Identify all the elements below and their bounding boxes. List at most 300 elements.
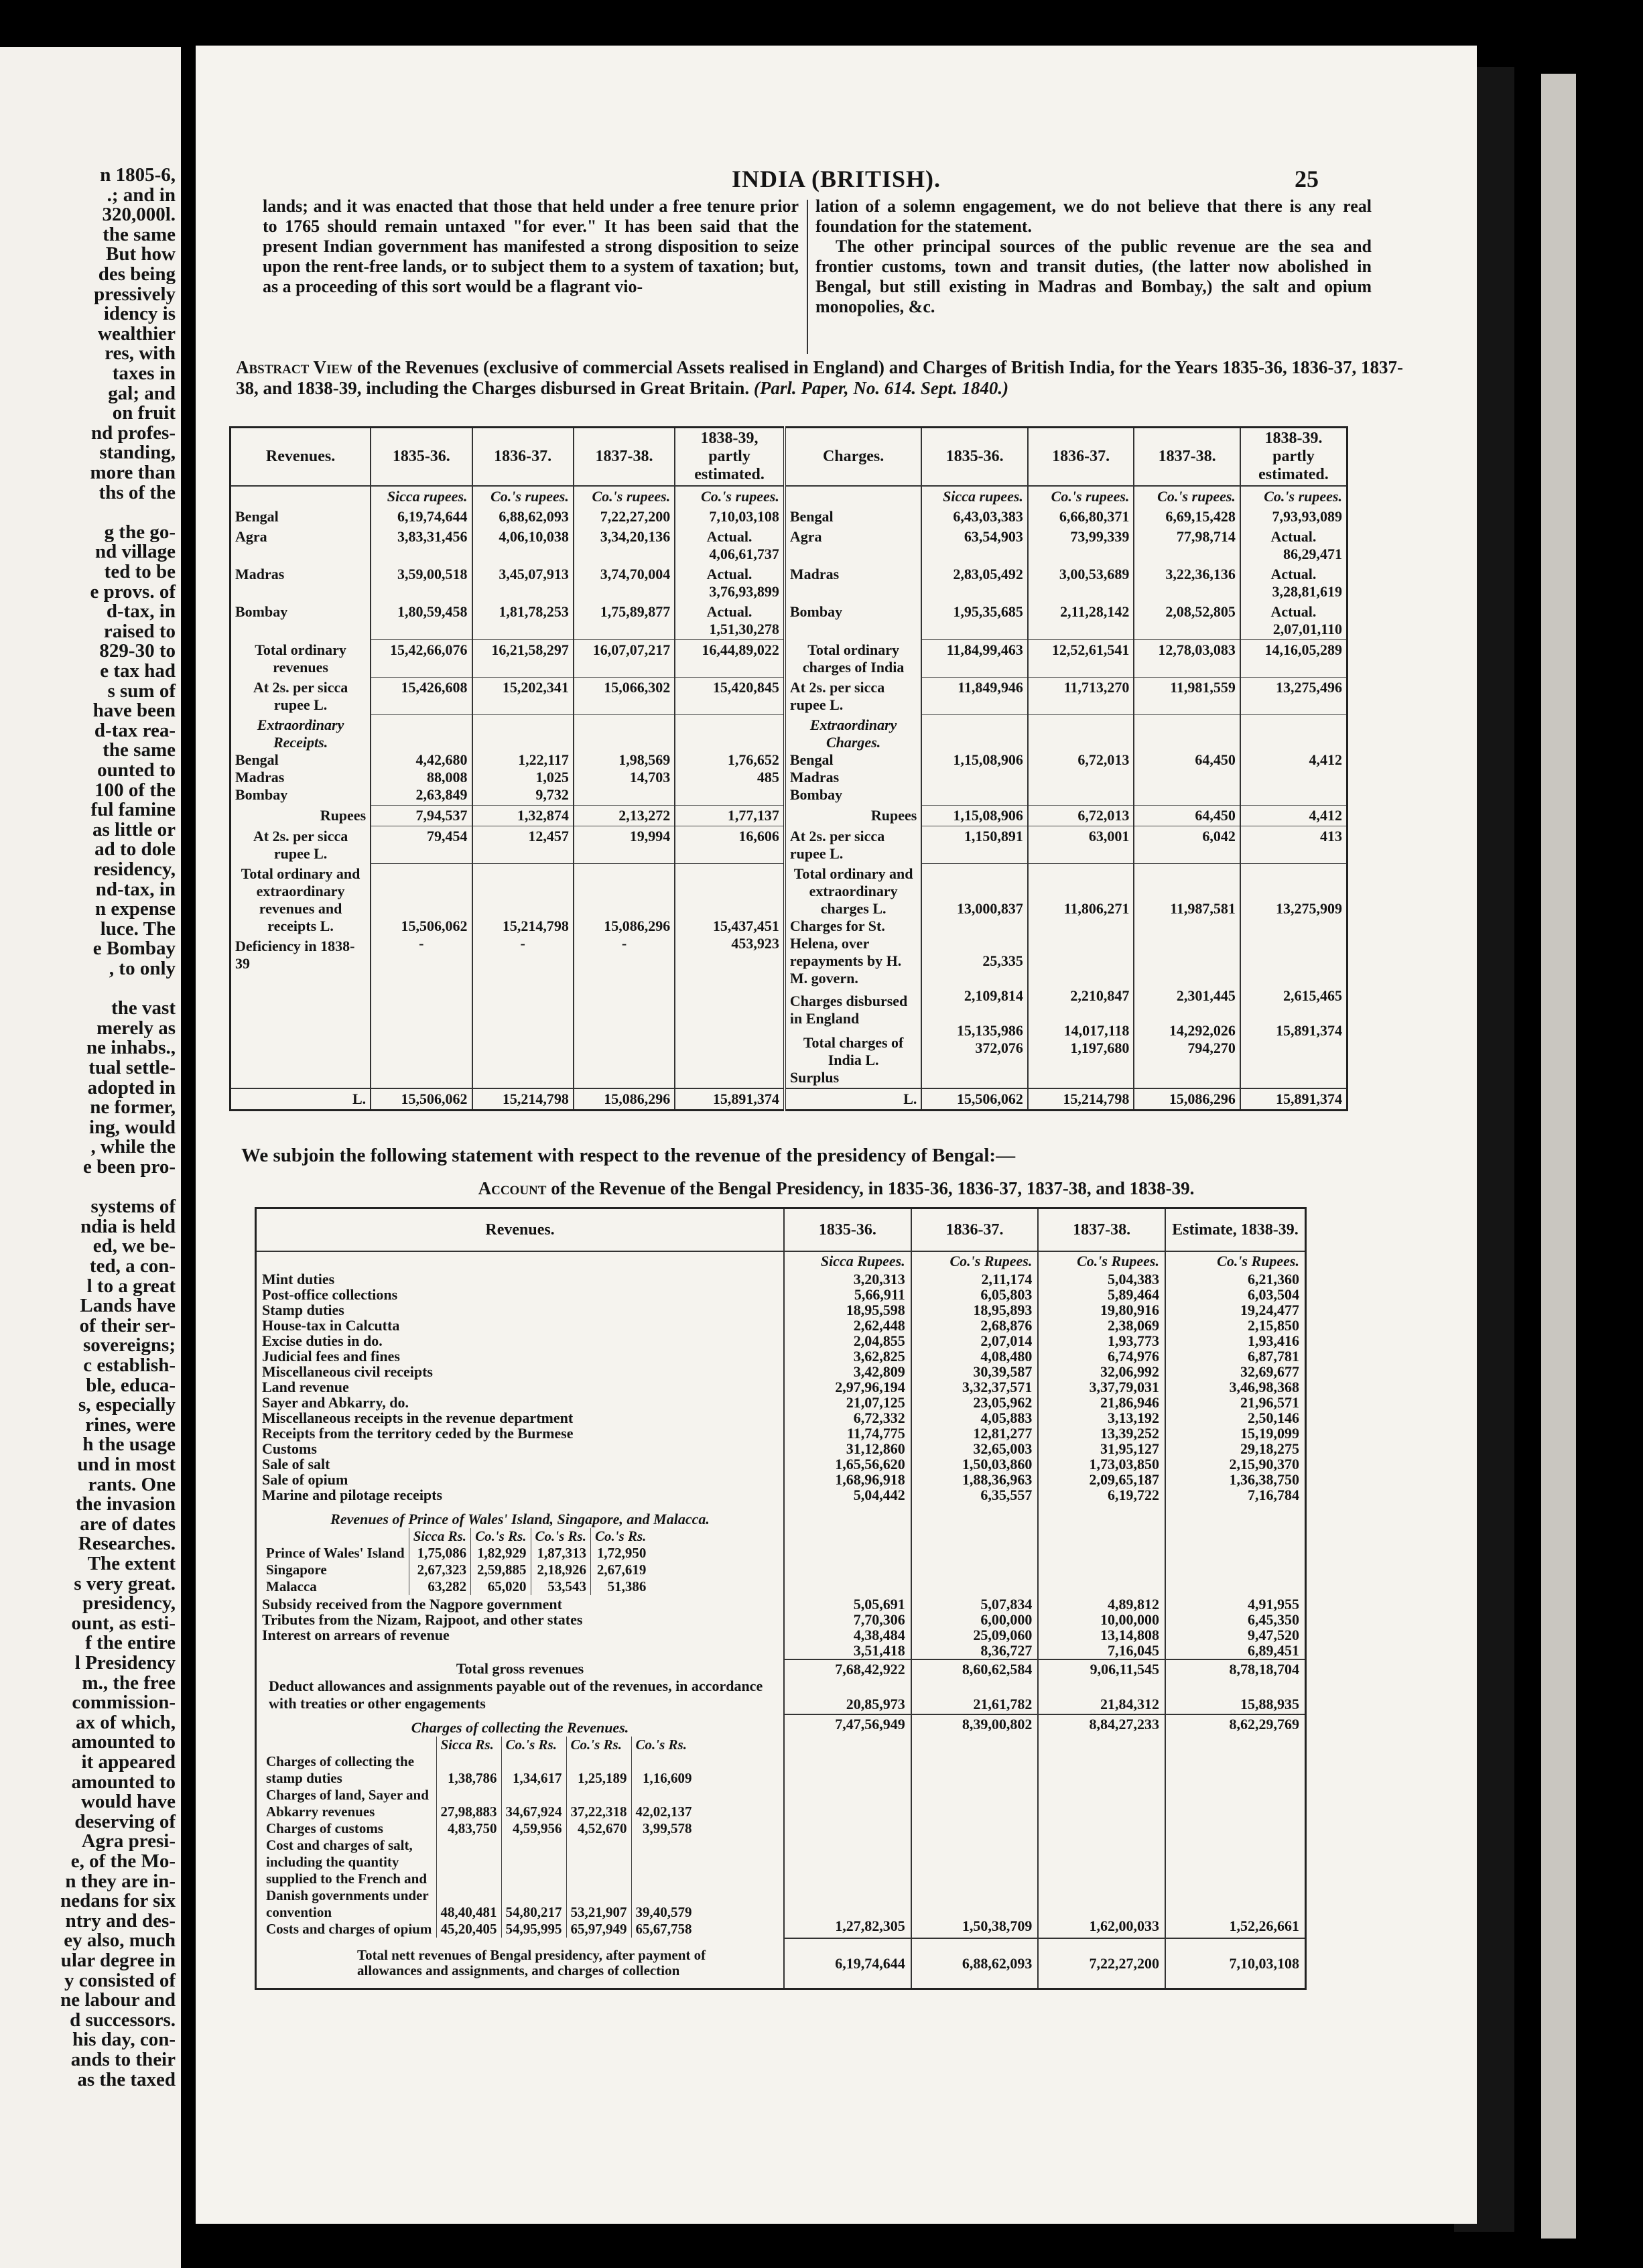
margin-line: d-tax, in (106, 601, 176, 623)
value: 6,05,803 (980, 1286, 1033, 1303)
unit-cell: Co.'s rupees. (1134, 486, 1240, 507)
value: 4,38,484 (853, 1627, 905, 1643)
margin-line: ntry and des- (65, 1909, 176, 1932)
value: 2,109,814 (964, 987, 1023, 1004)
list-item: Marine and pilotage receipts (262, 1487, 443, 1503)
value: 31,12,860 (846, 1440, 905, 1457)
value: 13,14,808 (1100, 1627, 1159, 1643)
cell: 4,52,670 (566, 1820, 631, 1837)
header-ch-1835: 1835-36. (921, 428, 1028, 487)
dash: - (621, 935, 627, 952)
value: 32,69,677 (1240, 1363, 1299, 1380)
margin-line: more than (90, 462, 176, 483)
unit: Co.'s Rs. (471, 1528, 531, 1545)
value: 6,72,013 (1077, 751, 1130, 768)
value: 15,88,935 (1240, 1696, 1299, 1712)
margin-line: e provs. of (90, 580, 176, 603)
cell (574, 864, 675, 1088)
value: 1,50,03,860 (962, 1456, 1033, 1472)
actual-note: Actual. (706, 528, 752, 545)
cell: 15,506,062 (921, 1088, 1028, 1111)
section-head: Extraordinary Receipts. (257, 716, 344, 751)
value: 1,52,26,661 (1229, 1917, 1299, 1934)
margin-line: systems of (90, 1196, 176, 1218)
unit: Sicca Rs. (409, 1528, 470, 1545)
cell: 63,54,903 (921, 527, 1028, 564)
margin-line: of their ser- (79, 1314, 176, 1336)
value: 3,76,93,899 (709, 583, 779, 600)
unit-cell: Co.'s rupees. (1240, 486, 1348, 507)
value: 15,891,374 (1276, 1022, 1342, 1039)
value: 3,20,313 (853, 1271, 905, 1287)
value: 2,68,876 (980, 1317, 1033, 1334)
sub-label: Bombay (789, 785, 843, 803)
value: 21,96,571 (1240, 1394, 1299, 1411)
margin-line: .; and in (107, 184, 176, 206)
value: 2,301,445 (1176, 987, 1236, 1004)
intro-right-para-1: lation of a solemn engagement, we do not believe that there is any real foundation for the statement. (815, 196, 1372, 236)
unit: L. (830, 844, 844, 862)
row-label (785, 826, 922, 864)
cell (1240, 527, 1348, 564)
row-label: Total ordinary revenues (231, 640, 371, 678)
cell: 16,44,89,022 (675, 640, 785, 678)
col-1836 (911, 1271, 1039, 1503)
margin-line: m., the free (82, 1672, 176, 1694)
value: 25,335 (982, 952, 1023, 969)
margin-line: n they are in- (65, 1870, 176, 1892)
intro-right-para-2: The other principal sources of the public revenue are the sea and frontier customs, town and transit duties, (the latter now abolished in Bengal, but still existing in Madras and Bombay,) the salt and opium monopolies, &c. (815, 237, 1372, 316)
value: 6,89,451 (1248, 1642, 1299, 1659)
account-title-lead: Account (478, 1178, 547, 1198)
value: 2,97,96,194 (835, 1379, 905, 1395)
section-head: Extraordinary Charges. (809, 716, 897, 751)
margin-line: have been (92, 700, 176, 722)
page-edge (1541, 74, 1576, 2239)
cell: 7,93,93,089 (1240, 507, 1348, 527)
row-label (231, 864, 371, 1088)
label-text: Total ordinary and extraordinary charges (793, 865, 913, 917)
cell (1028, 864, 1134, 1088)
cell (675, 715, 785, 806)
value: 3,32,37,571 (962, 1379, 1033, 1395)
cell: 2,83,05,492 (921, 564, 1028, 602)
label: At 2s. per sicca rupee (789, 678, 885, 713)
value: 23,05,962 (973, 1394, 1033, 1411)
ch-name: Charges of land, Sayer and Abkarry revenues (266, 1787, 429, 1820)
header-1838: Estimate, 1838-39. (1165, 1208, 1306, 1252)
cell: 16,606 (675, 826, 785, 864)
value: 9,47,520 (1248, 1627, 1299, 1643)
value: 2,210,847 (1070, 987, 1130, 1004)
list-item: Subsidy received from the Nagpore government (262, 1596, 562, 1613)
label: At 2s. per sicca rupee (253, 678, 348, 713)
row-label: Bombay (785, 602, 922, 640)
row-label: Bombay (231, 602, 371, 640)
cell: 1,81,78,253 (472, 602, 574, 640)
value: 15,135,986 (956, 1022, 1023, 1039)
unit: Co.'s Rs. (590, 1528, 650, 1545)
margin-line: standing, (99, 442, 176, 464)
value: 3,28,81,619 (1272, 583, 1342, 600)
margin-line: merely as (96, 1017, 176, 1039)
unit-cell: Co.'s rupees. (1028, 486, 1134, 507)
abstract-lead: Abstract View (236, 357, 353, 377)
cell: 1,25,189 (566, 1753, 631, 1787)
header-rev-1836: 1836-37. (472, 428, 574, 487)
value: 1,27,82,305 (835, 1917, 905, 1934)
margin-line: und in most (77, 1454, 176, 1475)
row-label: Rupees (231, 806, 371, 826)
cell: 65,020 (471, 1578, 531, 1595)
value: 13,000,837 (956, 900, 1023, 917)
unit-cell: Sicca rupees. (371, 486, 472, 507)
value: 32,65,003 (973, 1440, 1033, 1457)
cell (371, 715, 472, 806)
value: 5,04,383 (1107, 1271, 1159, 1287)
header-1835: 1835-36. (784, 1208, 911, 1252)
sub-label: Bengal (789, 751, 834, 768)
margin-line: d successors. (70, 2009, 176, 2031)
margin-line: his day, con- (72, 2029, 176, 2051)
cell: 6,19,74,644 (371, 507, 472, 527)
unit: Sicca Rs. (436, 1737, 501, 1753)
cell: 64,450 (1134, 806, 1240, 826)
pw-cell (256, 1503, 785, 1596)
cell: 1,15,08,906 (921, 806, 1028, 826)
cell: 6,69,15,428 (1134, 507, 1240, 527)
margin-line: luce. The (100, 918, 176, 940)
cell: 3,45,07,913 (472, 564, 574, 602)
list-item: Land revenue (262, 1379, 349, 1395)
cell: 11,981,559 (1134, 678, 1240, 715)
cell (921, 864, 1028, 1088)
value: 5,66,911 (854, 1286, 905, 1303)
value: 3,62,825 (853, 1348, 905, 1365)
value: 2,11,174 (981, 1271, 1033, 1287)
pw-row (262, 1545, 650, 1562)
cell: 37,22,318 (566, 1787, 631, 1820)
cell (675, 864, 785, 1088)
intro-right-column (815, 196, 1372, 317)
margin-line: the invasion (75, 1493, 176, 1515)
charges-cell (256, 1714, 785, 1938)
list-item: Tributes from the Nizam, Rajpoot, and other states (262, 1611, 583, 1628)
value: 4,06,61,737 (709, 546, 779, 562)
margin-line: 829-30 to (99, 640, 176, 662)
margin-line: idency is (103, 303, 176, 325)
margin-line: ounted to (97, 759, 176, 781)
row-label (785, 715, 922, 806)
unit-cell: Co.'s rupees. (574, 486, 675, 507)
deficiency-value: 453,923 (731, 935, 779, 952)
unit: L. (314, 844, 328, 862)
dash: - (419, 935, 424, 952)
cell: 2,18,926 (531, 1562, 590, 1578)
margin-line: ble, educa- (86, 1374, 176, 1396)
margin-line: ey also, much (64, 1930, 176, 1952)
deduct-label: Deduct allowances and assignments payable out of the revenues, in accordance with treaties or other engagements (269, 1678, 763, 1712)
cell: 1,75,086 (409, 1545, 470, 1562)
margin-line: s very great. (74, 1572, 176, 1594)
row-label (785, 864, 922, 1088)
value: 4,91,955 (1248, 1596, 1299, 1613)
unit-cell: Co.'s Rupees. (1165, 1251, 1306, 1271)
pw-name: Malacca (266, 1578, 317, 1594)
cell (675, 602, 785, 640)
cell (1134, 864, 1240, 1088)
table-row (231, 602, 1348, 640)
running-title: INDIA (BRITISH). (731, 166, 941, 192)
value: 2,63,849 (415, 786, 468, 803)
unit: L. (872, 899, 886, 917)
actual-note: Actual. (706, 603, 752, 620)
row-label: Bengal (231, 507, 371, 527)
label-text: Total charges of India (803, 1033, 904, 1068)
value: 7,16,784 (1248, 1487, 1299, 1503)
charges-inner-table (262, 1737, 696, 1938)
book-page (196, 46, 1477, 2224)
margin-line: Lands have (80, 1295, 176, 1317)
row-label (231, 678, 371, 715)
row-label (785, 678, 922, 715)
account-title-text: of the Revenue of the Bengal Presidency, in 1835-36, 1836-37, 1837-38, and 1838-39. (546, 1178, 1195, 1198)
margin-line: d-tax rea- (94, 719, 176, 741)
row-label (231, 826, 371, 864)
cell (1038, 1714, 1165, 1938)
value: 15,086,296 (604, 918, 671, 934)
cell: 6,042 (1134, 826, 1240, 864)
header-1836: 1836-37. (911, 1208, 1039, 1252)
row-label: Total ordinary charges of India (785, 640, 922, 678)
cell: 7,10,03,108 (675, 507, 785, 527)
margin-line: ndia is held (80, 1215, 176, 1237)
cell: 2,13,272 (574, 806, 675, 826)
cell: 14,16,05,289 (1240, 640, 1348, 678)
cell: 11,713,270 (1028, 678, 1134, 715)
margin-line: , while the (90, 1136, 176, 1158)
list-item: Post-office collections (262, 1286, 398, 1303)
value: 8,62,29,769 (1229, 1716, 1299, 1732)
previous-page-margin (0, 47, 181, 2268)
margin-line: , to only (109, 958, 176, 979)
value: 1,93,416 (1248, 1332, 1299, 1349)
value: 1,88,36,963 (962, 1471, 1033, 1488)
margin-line: Researches. (78, 1533, 176, 1555)
header-1837: 1837-38. (1038, 1208, 1165, 1252)
list-item: Customs (262, 1440, 317, 1457)
row-label: Agra (231, 527, 371, 564)
cell: 15,214,798 (1028, 1088, 1134, 1111)
value: 6,03,504 (1248, 1286, 1299, 1303)
margin-line: ths of the (98, 481, 176, 503)
sub-label: Madras (235, 768, 285, 785)
margin-line: c establish- (83, 1354, 176, 1376)
list-item: Sayer and Abkarry, do. (262, 1394, 409, 1411)
table-row (231, 564, 1348, 602)
cell (911, 1714, 1039, 1938)
unit-cell: Sicca Rupees. (784, 1251, 911, 1271)
margin-line: ount, as esti- (71, 1612, 176, 1634)
margin-line: ne former, (90, 1096, 176, 1119)
value: 5,07,834 (980, 1596, 1033, 1613)
value: 372,076 (975, 1040, 1023, 1056)
cell: 1,77,137 (675, 806, 785, 826)
intro-left-column: lands; and it was enacted that those that held under a free tenure prior to 1765 should remain untaxed "for ever." It has been said that the present Indian government has manifested a strong disposition to seize upon the rent-free lands, or to subject them to a system of taxation; but, as a proceeding of this sort would be a flagrant vio- (263, 196, 799, 296)
header-rev-1835: 1835-36. (371, 428, 472, 487)
cell (1240, 864, 1348, 1088)
list-item: Receipts from the territory ceded by the Burmese (262, 1425, 574, 1442)
ch-row (262, 1921, 696, 1938)
value: 6,21,360 (1248, 1271, 1299, 1287)
value: 4,08,480 (980, 1348, 1033, 1365)
actual-note: Actual. (1270, 603, 1317, 620)
abstract-table (229, 426, 1348, 1111)
abstract-text: of the Revenues (exclusive of commercial Assets realised in England) and Charges of British India, for the Years 1835-36, 1836-37, 1837-38, and 1838-39, including the Charges disbursed in Great Britain. (236, 357, 1404, 398)
value: 15,19,099 (1240, 1425, 1299, 1442)
value: 2,09,65,187 (1089, 1471, 1159, 1488)
value: 1,36,38,750 (1229, 1471, 1299, 1488)
margin-line: it appeared (81, 1751, 176, 1773)
margin-line: commission- (72, 1692, 176, 1714)
value: 19,24,477 (1240, 1302, 1299, 1318)
value: 13,275,909 (1276, 900, 1342, 917)
list-item: Excise duties in do. (262, 1332, 383, 1349)
value: 4,89,812 (1107, 1596, 1159, 1613)
cell: 1,87,313 (531, 1545, 590, 1562)
cell (1165, 1714, 1306, 1938)
margin-line: But how (106, 243, 176, 265)
cell: 15,42,66,076 (371, 640, 472, 678)
col-1838 (1165, 1271, 1306, 1503)
abstract-caption (236, 357, 1415, 399)
cell: 12,52,61,541 (1028, 640, 1134, 678)
value: 2,15,90,370 (1229, 1456, 1299, 1472)
label (235, 865, 366, 935)
value: 2,07,01,110 (1272, 621, 1342, 637)
value: 8,84,27,233 (1089, 1716, 1159, 1732)
value: 8,39,00,802 (962, 1716, 1033, 1732)
table-row (231, 806, 1348, 826)
margin-line: amounted to (71, 1771, 176, 1793)
value: 5,04,442 (853, 1487, 905, 1503)
cell (1165, 1659, 1306, 1714)
cell (1134, 715, 1240, 806)
cell: 48,40,481 (436, 1837, 501, 1921)
value: 30,39,587 (973, 1363, 1033, 1380)
row-label: Madras (785, 564, 922, 602)
margin-line: ing, would (89, 1116, 176, 1138)
cell: 16,07,07,217 (574, 640, 675, 678)
value: 5,89,464 (1107, 1286, 1159, 1303)
cell: 12,78,03,083 (1134, 640, 1240, 678)
cell: 15,214,798 (472, 1088, 574, 1111)
cell: 1,38,786 (436, 1753, 501, 1787)
value: 5,05,691 (853, 1596, 905, 1613)
unit-cell: Co.'s Rupees. (1038, 1251, 1165, 1271)
account-header-row (256, 1208, 1306, 1252)
cell: 3,99,578 (631, 1820, 696, 1837)
abstract-header-row (231, 428, 1348, 487)
unit: Co.'s Rs. (531, 1528, 590, 1545)
value: 2,04,855 (853, 1332, 905, 1349)
value: 21,07,125 (846, 1394, 905, 1411)
cell: 12,457 (472, 826, 574, 864)
cell: 4,59,956 (501, 1820, 566, 1837)
value: 8,78,18,704 (1229, 1661, 1299, 1678)
cell: 2,11,28,142 (1028, 602, 1134, 640)
cell: 15,426,608 (371, 678, 472, 715)
value: 64,450 (1195, 751, 1236, 768)
margin-line: as little or (92, 818, 176, 840)
prince-of-wales-block (256, 1503, 1306, 1596)
cell: 73,99,339 (1028, 527, 1134, 564)
label: At 2s. per sicca rupee (253, 827, 348, 862)
cell: 413 (1240, 826, 1348, 864)
value: 2,15,850 (1248, 1317, 1299, 1334)
cell (1240, 715, 1348, 806)
ch-name: Charges of customs (266, 1820, 383, 1836)
units-row (256, 1251, 1306, 1271)
row-label: Bengal (785, 507, 922, 527)
list-item: Stamp duties (262, 1302, 344, 1318)
pw-name: Prince of Wales' Island (266, 1545, 405, 1561)
revenue-items-block (256, 1271, 1306, 1503)
value: 3,42,809 (853, 1363, 905, 1380)
table-row (231, 715, 1348, 806)
value: 2,07,014 (980, 1332, 1033, 1349)
subjoin-text: We subjoin the following statement with respect to the revenue of the presidency of Bengal:— (241, 1145, 1016, 1166)
ch-row (262, 1820, 696, 1837)
cell (574, 715, 675, 806)
unit-cell: Sicca rupees. (921, 486, 1028, 507)
cell: 45,20,405 (436, 1921, 501, 1938)
cell: 3,59,00,518 (371, 564, 472, 602)
value: 3,37,79,031 (1089, 1379, 1159, 1395)
value: 485 (757, 769, 779, 785)
account-title (196, 1178, 1477, 1199)
page-number: 25 (1295, 166, 1319, 192)
value: 4,412 (1309, 751, 1342, 768)
cell: 1,75,89,877 (574, 602, 675, 640)
cell: 15,420,845 (675, 678, 785, 715)
cell: 34,67,924 (501, 1787, 566, 1820)
cell: 1,72,950 (590, 1545, 650, 1562)
value: 1,15,08,906 (953, 751, 1023, 768)
list-item: House-tax in Calcutta (262, 1317, 400, 1334)
value: 3,13,192 (1107, 1409, 1159, 1426)
table-row (231, 678, 1348, 715)
cell: 7,22,27,200 (574, 507, 675, 527)
margin-line: rants. One (88, 1473, 176, 1495)
margin-line: presidency, (82, 1592, 176, 1615)
cell: 15,891,374 (1240, 1088, 1348, 1111)
value: 9,732 (535, 786, 569, 803)
header-rev-1838: 1838-39, partly estimated. (675, 428, 785, 487)
ch-row (262, 1787, 696, 1820)
margin-line: gal; and (108, 382, 176, 404)
cell: 1,82,929 (471, 1545, 531, 1562)
value: 6,19,722 (1107, 1487, 1159, 1503)
margin-line: ands to their (70, 2049, 176, 2070)
pw-row (262, 1578, 650, 1595)
cell (1028, 715, 1134, 806)
margin-line: ax of which, (75, 1711, 176, 1733)
margin-line: raised to (103, 620, 176, 642)
margin-line: deserving of (74, 1810, 176, 1832)
unit-cell: Co.'s rupees. (675, 486, 785, 507)
margin-line: h the usage (82, 1434, 176, 1456)
